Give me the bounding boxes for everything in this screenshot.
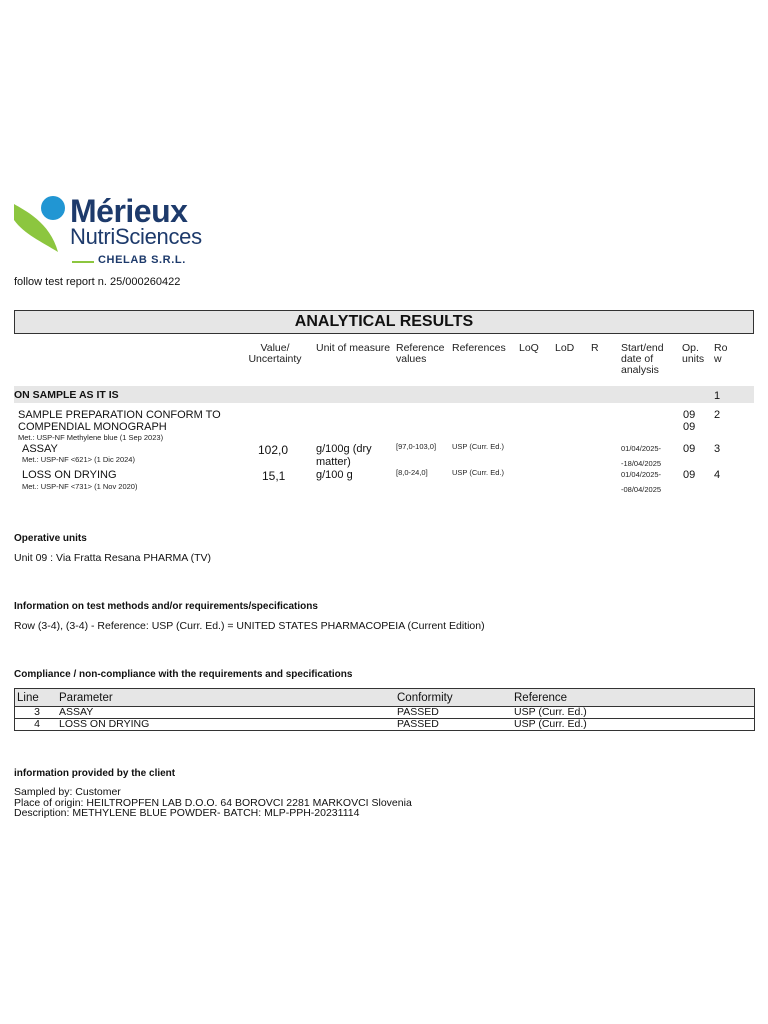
result-row-op-units: 09 09 <box>683 409 696 433</box>
compliance-col-parameter: Parameter <box>57 689 395 707</box>
col-header-op-units: Op. units <box>682 342 705 365</box>
client-info-line: Sampled by: Customer <box>14 786 121 798</box>
col-header-lod: LoD <box>555 342 575 354</box>
result-row-number: 3 <box>714 443 721 455</box>
result-row-op-units: 09 <box>683 469 696 481</box>
compliance-reference: USP (Curr. Ed.) <box>512 707 755 719</box>
logo-divider <box>72 261 94 263</box>
result-row-lod-name: LOSS ON DRYING <box>22 469 117 481</box>
client-info-heading: information provided by the client <box>14 768 176 779</box>
result-row-dates: 01/04/2025- -18/04/2025 <box>621 444 662 468</box>
compliance-parameter: LOSS ON DRYING <box>57 719 395 731</box>
col-header-unit: Unit of measure <box>316 342 391 354</box>
report-reference: follow test report n. 25/000260422 <box>14 276 181 288</box>
table-row <box>15 707 755 719</box>
client-info-block <box>14 787 412 819</box>
compliance-conformity: PASSED <box>395 719 512 731</box>
result-row-dates: 01/04/2025- -08/04/2025 <box>621 470 662 494</box>
col-header-value: Value/ Uncertainty <box>248 342 302 365</box>
logo-name-line1: Mérieux <box>70 193 188 229</box>
compliance-table <box>14 688 755 731</box>
methods-info-text: Row (3-4), (3-4) - Reference: USP (Curr. Ed.) = UNITED STATES PHARMACOPEIA (Current Edition) <box>14 620 485 632</box>
compliance-line: 3 <box>15 707 58 719</box>
client-info-line: Place of origin: HEILTROPFEN LAB D.O.O. 64 BOROVCI 2281 MARKOVCI Slovenia <box>14 796 412 809</box>
compliance-heading: Compliance / non-compliance with the requirements and specifications <box>14 669 353 680</box>
result-row-sample-prep-name: SAMPLE PREPARATION CONFORM TO COMPENDIAL MONOGRAPH <box>18 409 221 433</box>
col-header-reference-values: Reference values <box>396 342 445 365</box>
col-header-r: R <box>591 342 599 354</box>
compliance-col-conformity: Conformity <box>395 689 512 707</box>
result-row-references: USP (Curr. Ed.) <box>452 442 504 451</box>
result-row-number: 4 <box>714 469 721 481</box>
result-row-op-units: 09 <box>683 443 696 455</box>
compliance-header-row <box>15 689 755 707</box>
result-row-references: USP (Curr. Ed.) <box>452 468 504 477</box>
result-row-value: 102,0 <box>258 443 289 457</box>
page-title: ANALYTICAL RESULTS <box>14 310 754 334</box>
result-row-method: Met.: USP-NF <731> (1 Nov 2020) <box>22 482 138 491</box>
result-row-reference-values: [8,0-24,0] <box>396 468 428 477</box>
compliance-line: 4 <box>15 719 58 731</box>
col-header-loq: LoQ <box>519 342 539 354</box>
section-bar <box>14 386 754 403</box>
result-row-unit: g/100g (dry matter) <box>316 443 372 468</box>
result-row-method: Met.: USP-NF <621> (1 Dic 2024) <box>22 455 135 464</box>
logo-name-line2: NutriSciences <box>70 224 202 249</box>
section-row-number: 1 <box>714 390 721 402</box>
section-label: ON SAMPLE AS IT IS <box>14 389 119 401</box>
col-header-references: References <box>452 342 506 354</box>
result-row-reference-values: [97,0-103,0] <box>396 442 437 451</box>
compliance-reference: USP (Curr. Ed.) <box>512 719 755 731</box>
result-row-method: Met.: USP-NF Methylene blue (1 Sep 2023) <box>18 433 164 442</box>
table-row <box>15 719 755 731</box>
col-header-row: Ro w <box>714 342 728 365</box>
result-row-unit: g/100 g <box>316 469 353 481</box>
compliance-col-reference: Reference <box>512 689 755 707</box>
compliance-col-line: Line <box>15 689 58 707</box>
result-row-assay-name: ASSAY <box>22 443 58 455</box>
logo-subname: CHELAB S.R.L. <box>98 254 186 266</box>
operative-units-heading: Operative units <box>14 533 87 544</box>
col-header-dates: Start/end date of analysis <box>621 342 664 376</box>
result-row-number: 2 <box>714 409 721 421</box>
methods-info-heading: Information on test methods and/or requirements/specifications <box>14 601 318 612</box>
operative-units-text: Unit 09 : Via Fratta Resana PHARMA (TV) <box>14 552 212 564</box>
compliance-conformity: PASSED <box>395 707 512 719</box>
result-row-value: 15,1 <box>262 469 286 483</box>
client-info-line: Description: METHYLENE BLUE POWDER- BATCH: MLP-PPH-20231114 <box>14 807 360 819</box>
compliance-parameter: ASSAY <box>57 707 395 719</box>
